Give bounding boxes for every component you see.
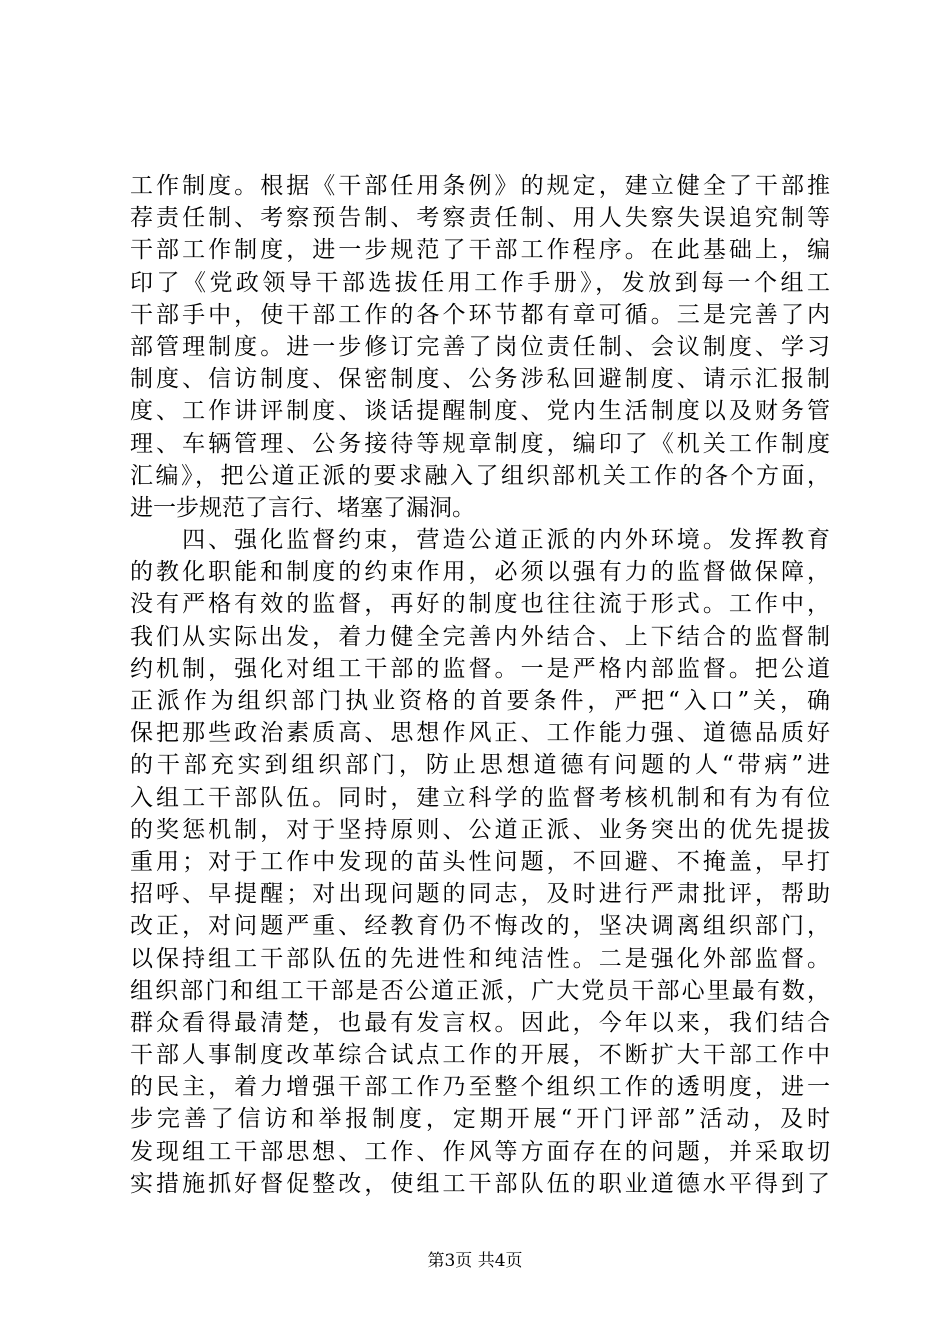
text-line: 制度、信访制度、保密制度、公务涉私回避制度、请示汇报制 xyxy=(130,366,830,393)
text-line: 重用；对于工作中发现的苗头性问题，不回避、不掩盖，早打 xyxy=(130,848,830,875)
text-line: 群众看得最清楚，也最有发言权。因此，今年以来，我们结合 xyxy=(130,1009,830,1036)
text-line: 保把那些政治素质高、思想作风正、工作能力强、道德品质好 xyxy=(130,720,830,747)
text-line: 度、工作讲评制度、谈话提醒制度、党内生活制度以及财务管 xyxy=(130,398,830,425)
text-line: 组织部门和组工干部是否公道正派，广大党员干部心里最有数， xyxy=(130,977,830,1004)
text-line: 部管理制度。进一步修订完善了岗位责任制、会议制度、学习 xyxy=(130,333,830,360)
text-line: 印了《党政领导干部选拔任用工作手册》，发放到每一个组工 xyxy=(130,269,830,296)
text-line: 荐责任制、考察预告制、考察责任制、用人失察失误追究制等 xyxy=(130,205,830,232)
page-footer: 第3页 共4页 xyxy=(427,1251,523,1271)
text-line: 步完善了信访和举报制度，定期开展“开门评部”活动，及时 xyxy=(130,1106,830,1133)
text-line: 的教化职能和制度的约束作用，必须以强有力的监督做保障， xyxy=(130,559,830,586)
text-line: 理、车辆管理、公务接待等规章制度，编印了《机关工作制度 xyxy=(130,430,830,457)
text-line: 入组工干部队伍。同时，建立科学的监督考核机制和有为有位 xyxy=(130,784,830,811)
text-line: 以保持组工干部队伍的先进性和纯洁性。二是强化外部监督。 xyxy=(130,945,830,972)
text-line: 约机制，强化对组工干部的监督。一是严格内部监督。把公道 xyxy=(130,655,830,682)
text-line: 干部手中，使干部工作的各个环节都有章可循。三是完善了内 xyxy=(130,301,830,328)
text-line: 汇编》，把公道正派的要求融入了组织部机关工作的各个方面， xyxy=(130,462,830,489)
text-line: 的干部充实到组织部门，防止思想道德有问题的人“带病”进 xyxy=(130,752,830,779)
text-line: 工作制度。根据《干部任用条例》的规定，建立健全了干部推 xyxy=(130,173,830,199)
body-text xyxy=(130,170,830,1200)
text-line: 干部人事制度改革综合试点工作的开展，不断扩大干部工作中 xyxy=(130,1042,830,1069)
text-line: 招呼、早提醒；对出现问题的同志，及时进行严肃批评，帮助 xyxy=(130,881,830,908)
text-line: 正派作为组织部门执业资格的首要条件，严把“入口”关，确 xyxy=(130,688,830,714)
text-line: 我们从实际出发，着力健全完善内外结合、上下结合的监督制 xyxy=(130,623,830,650)
text-line: 没有严格有效的监督，再好的制度也往往流于形式。工作中， xyxy=(130,591,830,618)
text-line: 实措施抓好督促整改，使组工干部队伍的职业道德水平得到了 xyxy=(130,1170,830,1197)
text-line: 发现组工干部思想、工作、作风等方面存在的问题，并采取切 xyxy=(130,1138,830,1165)
text-line: 干部工作制度，进一步规范了干部工作程序。在此基础上，编 xyxy=(130,237,830,264)
text-line: 的民主，着力增强干部工作乃至整个组织工作的透明度，进一 xyxy=(130,1074,830,1101)
text-line: 进一步规范了言行、堵塞了漏洞。 xyxy=(130,494,475,521)
text-line: 的奖惩机制，对于坚持原则、公道正派、业务突出的优先提拔 xyxy=(130,816,830,843)
text-line: 四、强化监督约束，营造公道正派的内外环境。发挥教育 xyxy=(130,527,830,554)
text-line: 改正，对问题严重、经教育仍不悔改的，坚决调离组织部门， xyxy=(130,913,830,940)
